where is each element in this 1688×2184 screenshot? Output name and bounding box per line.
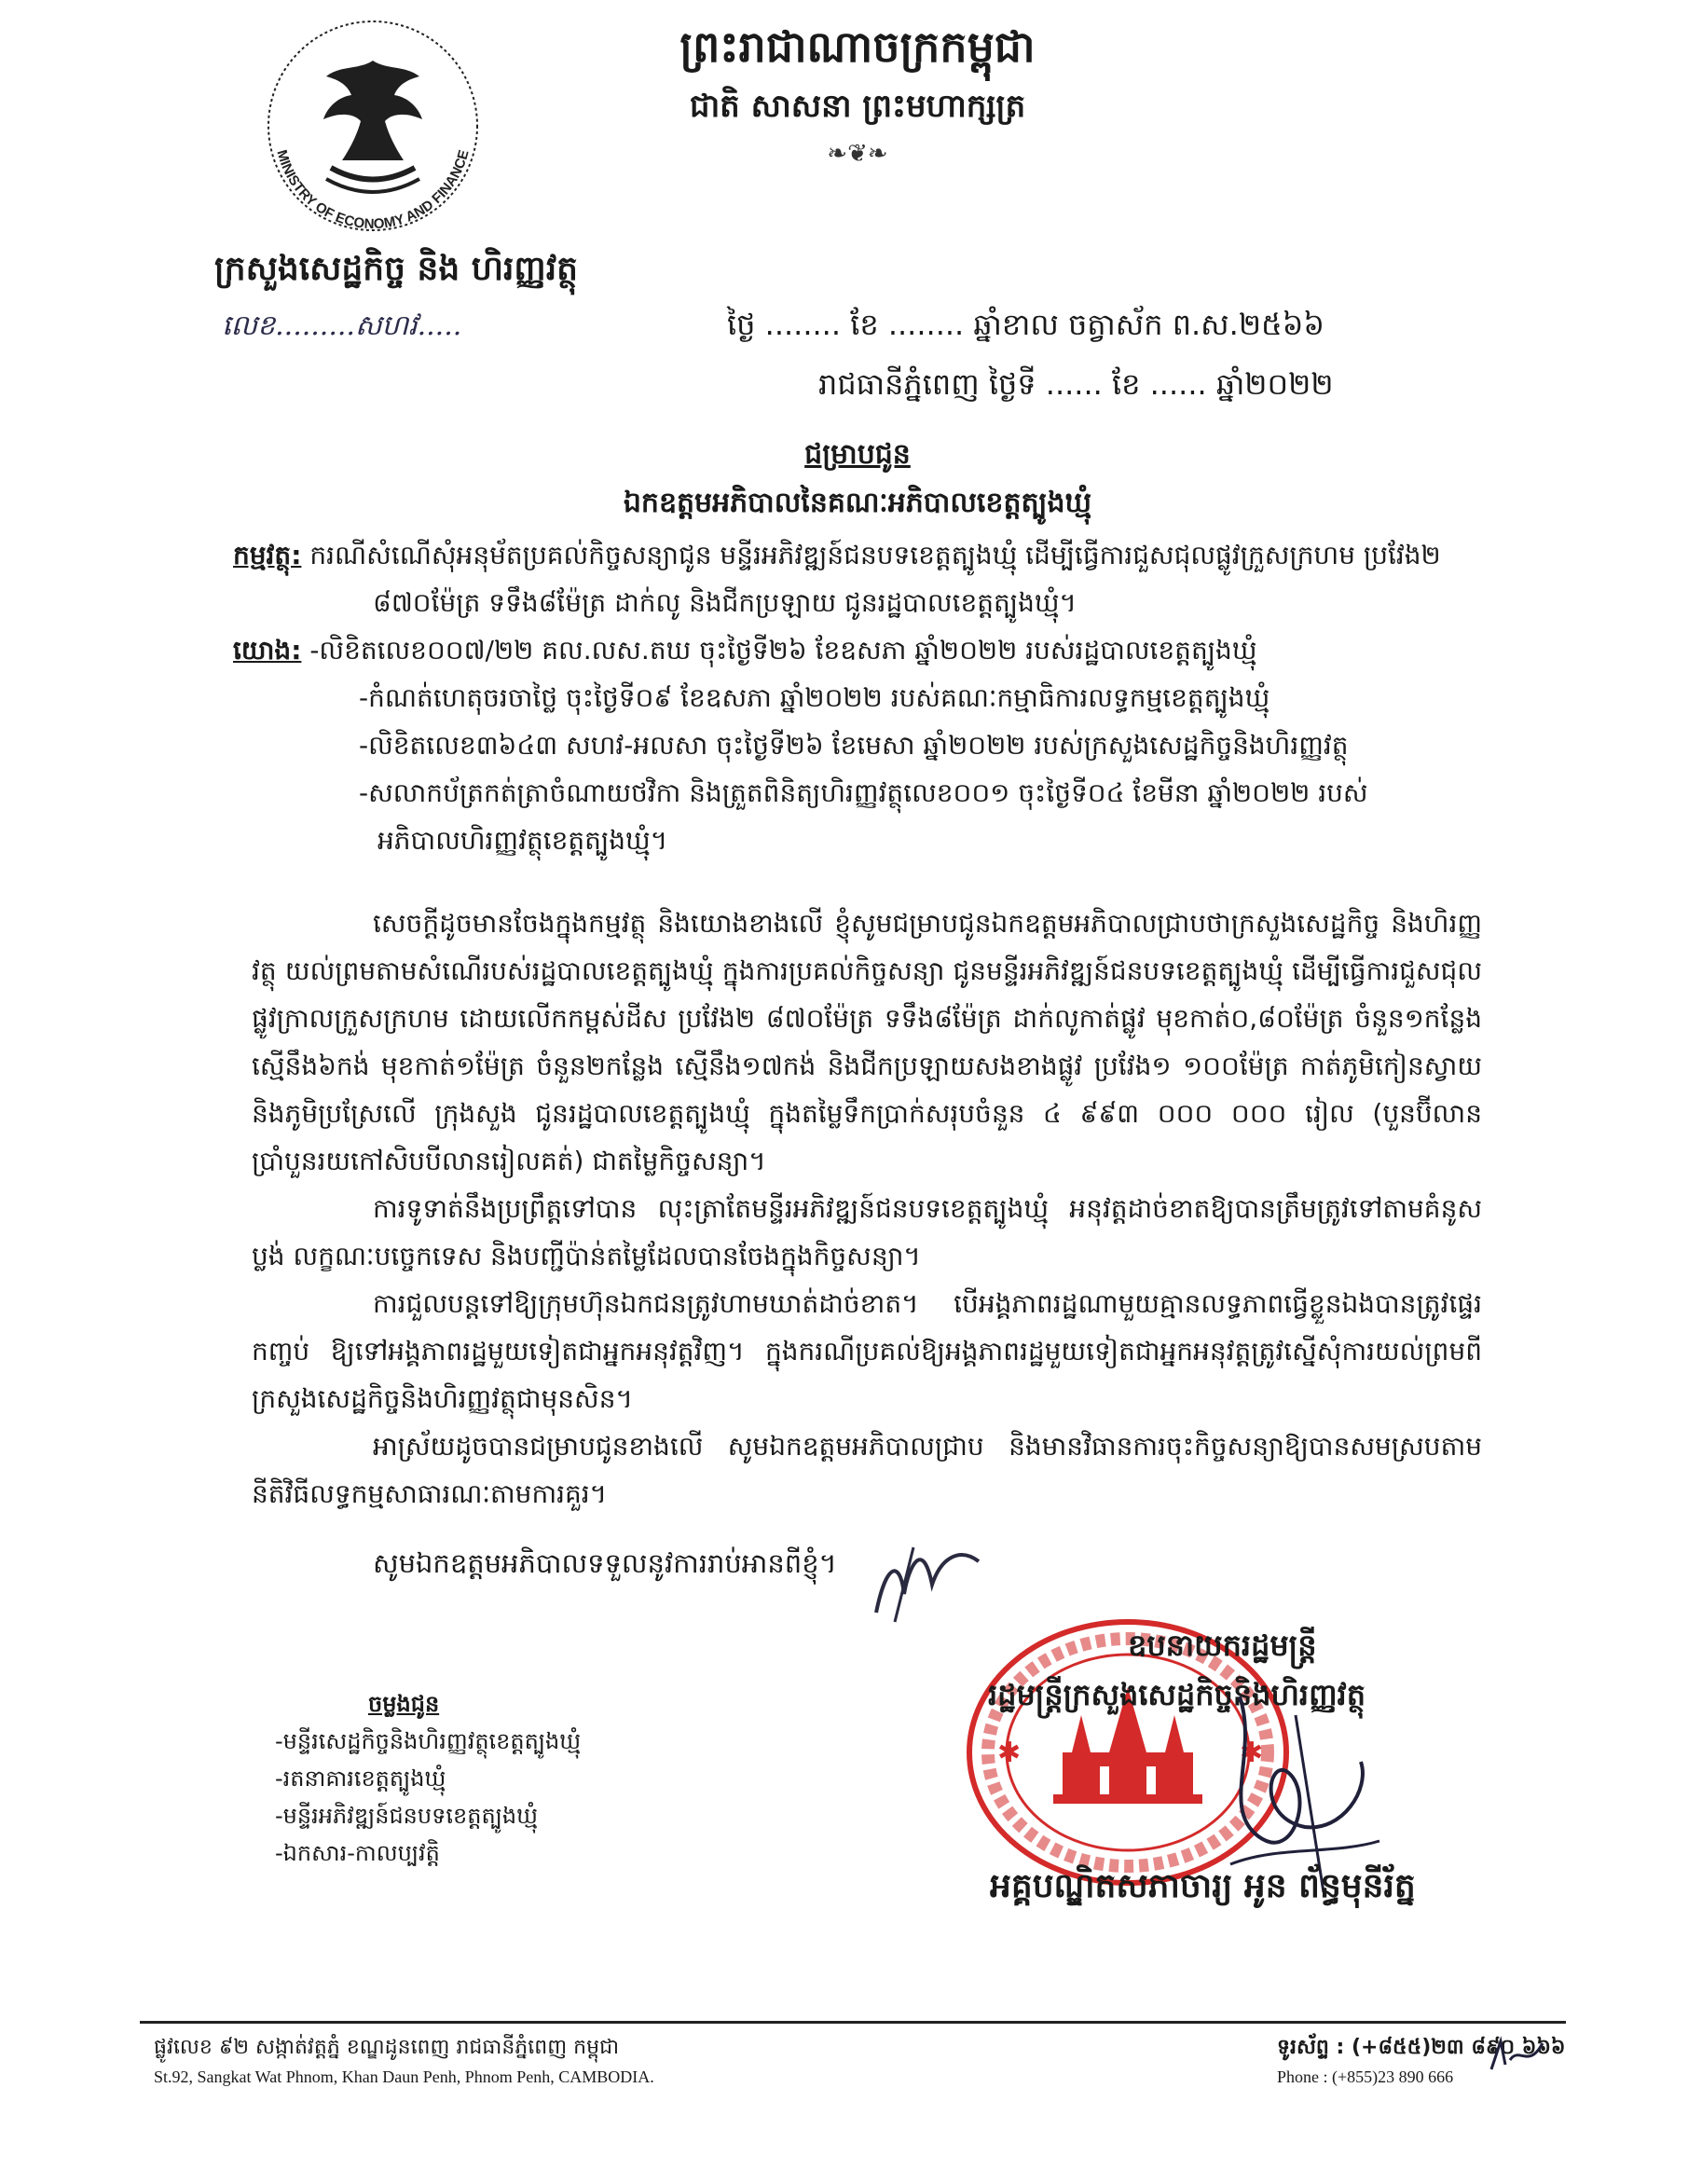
cc-item: -មន្ទីរសេដ្ឋកិច្ចនិងហិរញ្ញវត្ថុខេត្តត្បូងឃ្មុំ [275, 1728, 582, 1754]
phone-km: ទូរស័ព្ទ : (+៨៥៥)២៣ ៨៩០ ៦៦៦ [1277, 2036, 1566, 2059]
memo-title: ជម្រាបជូន [804, 438, 911, 471]
signatory-title: ឧបនាយករដ្ឋមន្ត្រី [1128, 1628, 1317, 1663]
closing-line: សូមឯកឧត្តមអភិបាលទទួលនូវការរាប់អានពីខ្ញុំ។ [373, 1547, 837, 1579]
reference-item: -កំណត់ហេតុចរចាថ្លៃ ចុះថ្ងៃទី០៩ ខែឧសភា ឆ្នាំ២០២២ របស់គណៈកម្មាធិការលទ្ធកម្មខេត្តត្បូងឃ្មុំ [359, 682, 1270, 713]
svg-text:✱: ✱ [997, 1737, 1022, 1769]
lunar-date: ថ្ងៃ ........ ខែ ........ ឆ្នាំខាល ចត្វាស័ក ព.ស.២៥៦៦ [727, 307, 1324, 342]
kingdom-title: ព្រះរាជាណាចក្រកម្ពុជា [679, 21, 1036, 72]
subject-label: កម្មវត្ថុ: [233, 540, 302, 570]
address-km: ផ្លូវលេខ ៩២ សង្កាត់វត្តភ្នំ ខណ្ឌដូនពេញ រាជធានីភ្នំពេញ កម្ពុជា [154, 2036, 620, 2059]
cc-list [275, 1685, 581, 1872]
cc-item: -មន្ទីរអភិវឌ្ឍន៍ជនបទខេត្តត្បូងឃ្មុំ [275, 1803, 538, 1829]
handwritten-mark [1487, 2032, 1552, 2079]
references-section [233, 626, 1501, 864]
national-motto: ជាតិ សាសនា ព្រះមហាក្សត្រ [689, 88, 1026, 125]
reference-item: -សលាកប័ត្រកត់ត្រាចំណាយថវិកា និងត្រួតពិនិត្យហិរញ្ញវត្ថុលេខ០០១ ចុះថ្ងៃទី០៤ ខែមីនា ឆ្នាំ២០២២ របស់អភិបាលហិរញ្ញវត្ថុខេត្តត្បូងឃ្មុំ។ [359, 777, 1368, 856]
header-ornament: ❧❦❧ [827, 140, 888, 168]
phone-en: Phone : (+855)23 890 666 [1277, 2067, 1454, 2086]
signatory-name: អគ្គបណ្ឌិតសភាចារ្យ អូន ព័ន្ធមុនីរ័ត្ន [990, 1867, 1416, 1905]
letter-body [252, 900, 1482, 1518]
logo-text: MINISTRY OF ECONOMY AND FINANCE [273, 147, 473, 233]
ministry-name: ក្រសួងសេដ្ឋកិច្ច និង ហិរញ្ញវត្ថុ [214, 250, 578, 288]
cc-item: -រតនាគារខេត្តត្បូងឃ្មុំ [275, 1765, 446, 1792]
cc-title: ចម្លងជូន [368, 1691, 440, 1717]
body-paragraph: អាស្រ័យដូចបានជម្រាបជូនខាងលើ សូមឯកឧត្តមអភិបាលជ្រាប និងមានវិធានការចុះកិច្ចសន្យាឱ្យបានសមស្របតាមនីតិវិធីលទ្ធកម្មសាធារណៈតាមការគួរ។ [252, 1431, 1482, 1509]
reference-number: លេខ.........សហវ..... [222, 309, 462, 342]
ministry-logo [238, 19, 508, 247]
solar-date: រាជធានីភ្នំពេញ ថ្ងៃទី ...... ខែ ...... ឆ្នាំ២០២២ [818, 366, 1334, 402]
body-paragraph: ការជួលបន្តទៅឱ្យក្រុមហ៊ុនឯកជនត្រូវហាមឃាត់ដាច់ខាត។ បើអង្គភាពរដ្ឋណាមួយគ្មានលទ្ធភាពធ្វើខ្លួនឯងបានត្រូវផ្ទេរកញ្ចប់ ឱ្យទៅអង្គភាពរដ្ឋមួយទៀតជាអ្នកអនុវត្តវិញ។ ក្នុងករណីប្រគល់ឱ្យអង្គភាពរដ្ឋមួយទៀតជាអ្នកអនុវត្តត្រូវស្នើសុំការយល់ព្រមពីក្រសួងសេដ្ឋកិច្ចនិងហិរញ្ញវត្ថុជាមុនសិន។ [252, 1288, 1482, 1414]
references-label: យោង: [233, 635, 302, 666]
svg-text:✱: ✱ [1240, 1737, 1264, 1769]
subject-section [233, 531, 1501, 626]
recipient: ឯកឧត្តមអភិបាលនៃគណៈអភិបាលខេត្តត្បូងឃ្មុំ [623, 487, 1092, 519]
subject-text: ករណីសំណើសុំអនុម័តប្រគល់កិច្ចសន្យាជូន មន្ទីរអភិវឌ្ឍន៍ជនបទខេត្តត្បូងឃ្មុំ ដើម្បីធ្វើការជួសជុលផ្លូវក្រួសក្រហម ប្រវែង២ ៨៧០ម៉ែត្រ ទទឹង៨ម៉ែត្រ ដាក់លូ និងជីកប្រឡាយ ជូនរដ្ឋបាលខេត្តត្បូងឃ្មុំ។ [309, 540, 1441, 618]
signatory-position: រដ្ឋមន្ត្រីក្រសួងសេដ្ឋកិច្ចនិងហិរញ្ញវត្ថុ [988, 1677, 1365, 1712]
body-paragraph: សេចក្តីដូចមានចែងក្នុងកម្មវត្ថុ និងយោងខាងលើ ខ្ញុំសូមជម្រាបជូនឯកឧត្តមអភិបាលជ្រាបថាក្រសួងសេដ្ឋកិច្ច និងហិរញ្ញវត្ថុ យល់ព្រមតាមសំណើរបស់រដ្ឋបាលខេត្តត្បូងឃ្មុំ ក្នុងការប្រគល់កិច្ចសន្យា ជូនមន្ទីរអភិវឌ្ឍន៍ជនបទខេត្តត្បូងឃ្មុំ ដើម្បីធ្វើការជួសជុលផ្លូវក្រាលក្រួសក្រហម ដោយលើកកម្ពស់ដីស ប្រវែង២ ៨៧០ម៉ែត្រ ទទឹង៨ម៉ែត្រ ដាក់លូកាត់ផ្លូវ មុខកាត់០,៨០ម៉ែត្រ ចំនួន១កន្លែង ស្មើនឹង៦កង់ មុខកាត់១ម៉ែត្រ ចំនួន២កន្លែង ស្មើនឹង១៧កង់ និងជីកប្រឡាយសងខាងផ្លូវ ប្រវែង១ ១០០ម៉ែត្រ កាត់ភូមិកៀនស្វាយ និងភូមិប្រស្រែលើ ក្រុងសួង ជូនរដ្ឋបាលខេត្តត្បូងឃ្មុំ ក្នុងតម្លៃទឹកប្រាក់សរុបចំនួន ៤ ៩៩៣ ០០០ ០០០ រៀល (បួនប៊ីលាន ប្រាំបួនរយកៅសិបបីលានរៀលគត់) ជាតម្លៃកិច្ចសន្យា។ [252, 908, 1482, 1176]
reference-item: -លិខិតលេខ០០៧/២២ គល.លស.តឃ ចុះថ្ងៃទី២៦ ខែឧសភា ឆ្នាំ២០២២ របស់រដ្ឋបាលខេត្តត្បូងឃ្មុំ [309, 635, 1257, 666]
address-en: St.92, Sangkat Wat Phnom, Khan Daun Penh, Phnom Penh, CAMBODIA. [154, 2067, 654, 2086]
body-paragraph: ការទូទាត់នឹងប្រព្រឹត្តទៅបាន លុះត្រាតែមន្ទីរអភិវឌ្ឍន៍ជនបទខេត្តត្បូងឃ្មុំ អនុវត្តដាច់ខាតឱ្យបានត្រឹមត្រូវទៅតាមគំនូសប្លង់ លក្ខណៈបច្ចេកទេស និងបញ្ជីប៉ាន់តម្លៃដែលបានចែងក្នុងកិច្ចសន្យា។ [252, 1193, 1482, 1271]
footer-address [154, 2034, 654, 2087]
footer-divider [140, 2021, 1566, 2024]
eagle-emblem-icon [238, 19, 508, 247]
reference-item: -លិខិតលេខ៣៦៤៣ សហវ-អលសា ចុះថ្ងៃទី២៦ ខែមេសា ឆ្នាំ២០២២ របស់ក្រសួងសេដ្ឋកិច្ចនិងហិរញ្ញវត្ថុ [359, 730, 1349, 761]
cc-item: -ឯកសារ-កាលប្បវត្តិ [275, 1840, 440, 1866]
